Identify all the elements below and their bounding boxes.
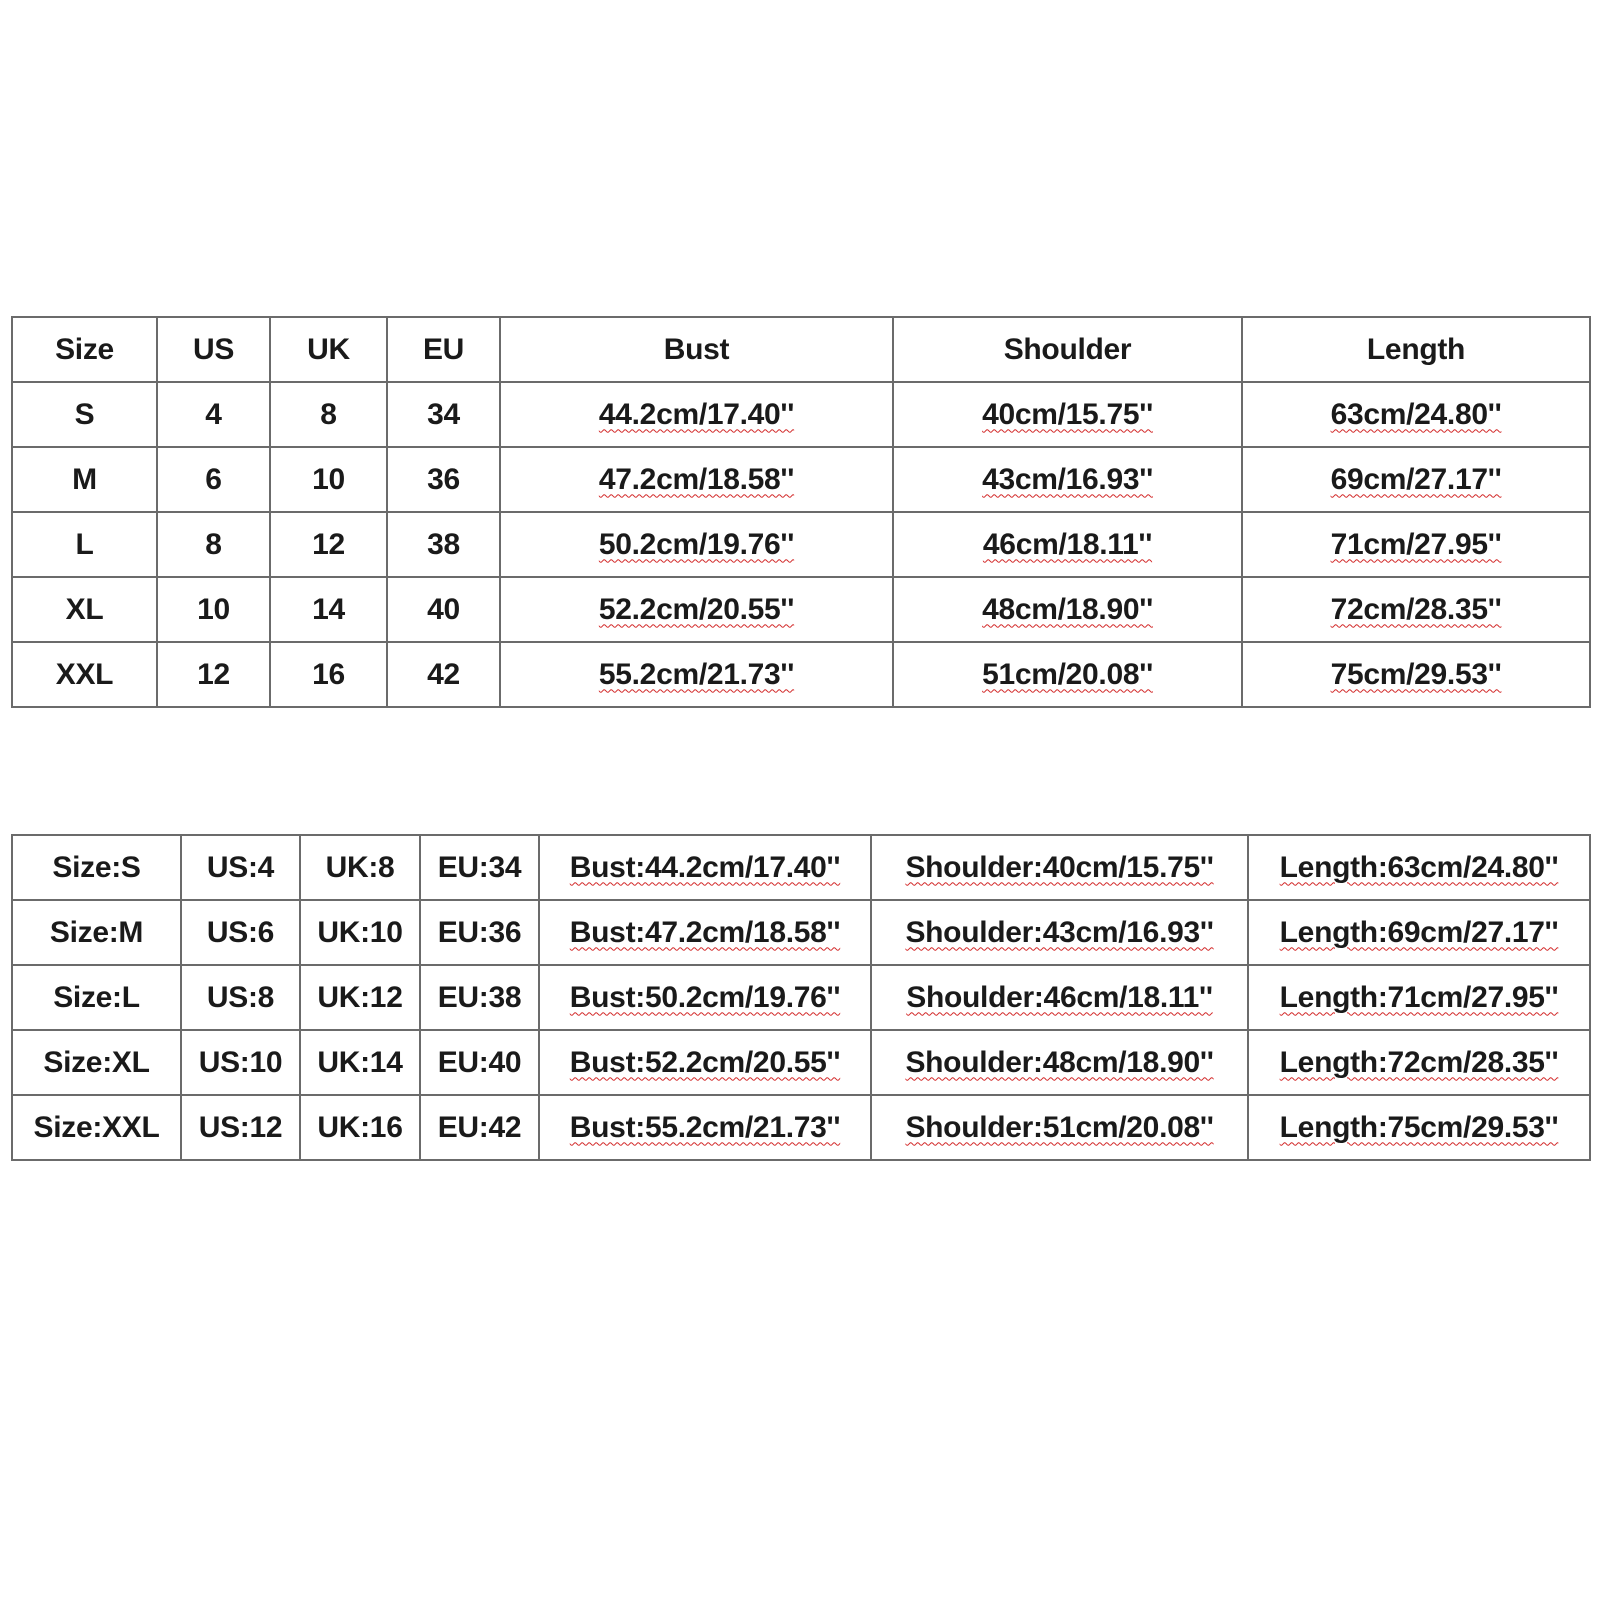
table-row — [12, 900, 1590, 965]
uk-cell: 10 — [270, 447, 387, 512]
column-header-size: Size — [12, 317, 157, 382]
column-header-length: Length — [1242, 317, 1590, 382]
uk-cell: UK:12 — [300, 965, 420, 1030]
column-header-us: US — [157, 317, 270, 382]
length-cell — [1242, 512, 1590, 577]
bust-value: 55.2cm/21.73'' — [598, 657, 795, 691]
shoulder-value: 40cm/15.75'' — [982, 397, 1153, 431]
length-value: 72cm/28.35'' — [1330, 592, 1502, 626]
table-row — [12, 835, 1590, 900]
shoulder-cell — [871, 1095, 1248, 1160]
shoulder-cell — [893, 447, 1242, 512]
length-value: Length:69cm/27.17'' — [1279, 915, 1559, 949]
bust-value: 44.2cm/17.40'' — [598, 397, 795, 431]
length-value: 71cm/27.95'' — [1330, 527, 1502, 561]
length-cell — [1248, 1095, 1590, 1160]
shoulder-cell — [893, 642, 1242, 707]
size-cell: S — [12, 382, 157, 447]
table-row — [12, 447, 1590, 512]
eu-cell: 38 — [387, 512, 500, 577]
uk-cell: UK:16 — [300, 1095, 420, 1160]
shoulder-value: 48cm/18.90'' — [982, 592, 1153, 626]
shoulder-value: 43cm/16.93'' — [982, 462, 1153, 496]
length-cell — [1242, 642, 1590, 707]
column-header-bust: Bust — [500, 317, 893, 382]
length-cell — [1248, 1030, 1590, 1095]
column-header-shoulder: Shoulder — [893, 317, 1242, 382]
bust-cell — [500, 577, 893, 642]
us-cell: US:12 — [181, 1095, 300, 1160]
column-header-uk: UK — [270, 317, 387, 382]
us-cell: US:4 — [181, 835, 300, 900]
shoulder-cell — [893, 512, 1242, 577]
us-cell: 12 — [157, 642, 270, 707]
length-cell — [1248, 965, 1590, 1030]
size-cell: M — [12, 447, 157, 512]
size-cell: Size:XXL — [12, 1095, 181, 1160]
size-cell: XL — [12, 577, 157, 642]
length-cell — [1248, 835, 1590, 900]
uk-cell: UK:10 — [300, 900, 420, 965]
bust-value: Bust:52.2cm/20.55'' — [569, 1045, 841, 1079]
labeled-size-chart-table — [11, 834, 1591, 1161]
table-header-row — [12, 317, 1590, 382]
bust-cell — [539, 900, 871, 965]
length-cell — [1242, 577, 1590, 642]
eu-cell: 40 — [387, 577, 500, 642]
shoulder-value: Shoulder:51cm/20.08'' — [905, 1110, 1214, 1144]
uk-cell: UK:8 — [300, 835, 420, 900]
shoulder-value: Shoulder:43cm/16.93'' — [905, 915, 1214, 949]
us-cell: 8 — [157, 512, 270, 577]
size-chart-table — [11, 316, 1591, 708]
length-cell — [1242, 382, 1590, 447]
length-value: Length:63cm/24.80'' — [1279, 850, 1559, 884]
bust-cell — [539, 1030, 871, 1095]
eu-cell: EU:34 — [420, 835, 539, 900]
bust-cell — [500, 382, 893, 447]
shoulder-value: Shoulder:40cm/15.75'' — [905, 850, 1214, 884]
column-header-eu: EU — [387, 317, 500, 382]
eu-cell: 34 — [387, 382, 500, 447]
size-cell: Size:S — [12, 835, 181, 900]
shoulder-cell — [871, 1030, 1248, 1095]
us-cell: 10 — [157, 577, 270, 642]
eu-cell: EU:42 — [420, 1095, 539, 1160]
length-value: Length:71cm/27.95'' — [1279, 980, 1559, 1014]
uk-cell: UK:14 — [300, 1030, 420, 1095]
table-row — [12, 512, 1590, 577]
us-cell: US:8 — [181, 965, 300, 1030]
size-cell: Size:XL — [12, 1030, 181, 1095]
bust-value: 52.2cm/20.55'' — [598, 592, 795, 626]
size-cell: L — [12, 512, 157, 577]
table-row — [12, 1030, 1590, 1095]
uk-cell: 14 — [270, 577, 387, 642]
shoulder-cell — [893, 382, 1242, 447]
bust-value: Bust:44.2cm/17.40'' — [569, 850, 841, 884]
bust-value: Bust:50.2cm/19.76'' — [569, 980, 841, 1014]
us-cell: 4 — [157, 382, 270, 447]
us-cell: 6 — [157, 447, 270, 512]
uk-cell: 16 — [270, 642, 387, 707]
uk-cell: 8 — [270, 382, 387, 447]
table-row — [12, 382, 1590, 447]
shoulder-value: 46cm/18.11'' — [982, 527, 1153, 561]
bust-cell — [500, 642, 893, 707]
bust-cell — [539, 835, 871, 900]
bust-cell — [500, 512, 893, 577]
bust-value: 50.2cm/19.76'' — [598, 527, 795, 561]
length-value: Length:75cm/29.53'' — [1279, 1110, 1559, 1144]
eu-cell: EU:40 — [420, 1030, 539, 1095]
eu-cell: 36 — [387, 447, 500, 512]
bust-value: Bust:47.2cm/18.58'' — [569, 915, 841, 949]
length-value: Length:72cm/28.35'' — [1279, 1045, 1559, 1079]
shoulder-cell — [871, 965, 1248, 1030]
eu-cell: EU:38 — [420, 965, 539, 1030]
shoulder-value: Shoulder:46cm/18.11'' — [906, 980, 1213, 1014]
table-row — [12, 642, 1590, 707]
shoulder-cell — [871, 900, 1248, 965]
length-value: 69cm/27.17'' — [1330, 462, 1502, 496]
uk-cell: 12 — [270, 512, 387, 577]
bust-cell — [539, 965, 871, 1030]
us-cell: US:6 — [181, 900, 300, 965]
length-value: 63cm/24.80'' — [1330, 397, 1502, 431]
bust-value: Bust:55.2cm/21.73'' — [569, 1110, 841, 1144]
size-cell: XXL — [12, 642, 157, 707]
shoulder-value: Shoulder:48cm/18.90'' — [905, 1045, 1214, 1079]
length-cell — [1248, 900, 1590, 965]
shoulder-cell — [871, 835, 1248, 900]
eu-cell: 42 — [387, 642, 500, 707]
shoulder-cell — [893, 577, 1242, 642]
size-cell: Size:L — [12, 965, 181, 1030]
size-cell: Size:M — [12, 900, 181, 965]
length-value: 75cm/29.53'' — [1330, 657, 1502, 691]
us-cell: US:10 — [181, 1030, 300, 1095]
table-row — [12, 965, 1590, 1030]
bust-value: 47.2cm/18.58'' — [598, 462, 795, 496]
table-row — [12, 577, 1590, 642]
bust-cell — [539, 1095, 871, 1160]
length-cell — [1242, 447, 1590, 512]
eu-cell: EU:36 — [420, 900, 539, 965]
shoulder-value: 51cm/20.08'' — [982, 657, 1153, 691]
bust-cell — [500, 447, 893, 512]
table-row — [12, 1095, 1590, 1160]
